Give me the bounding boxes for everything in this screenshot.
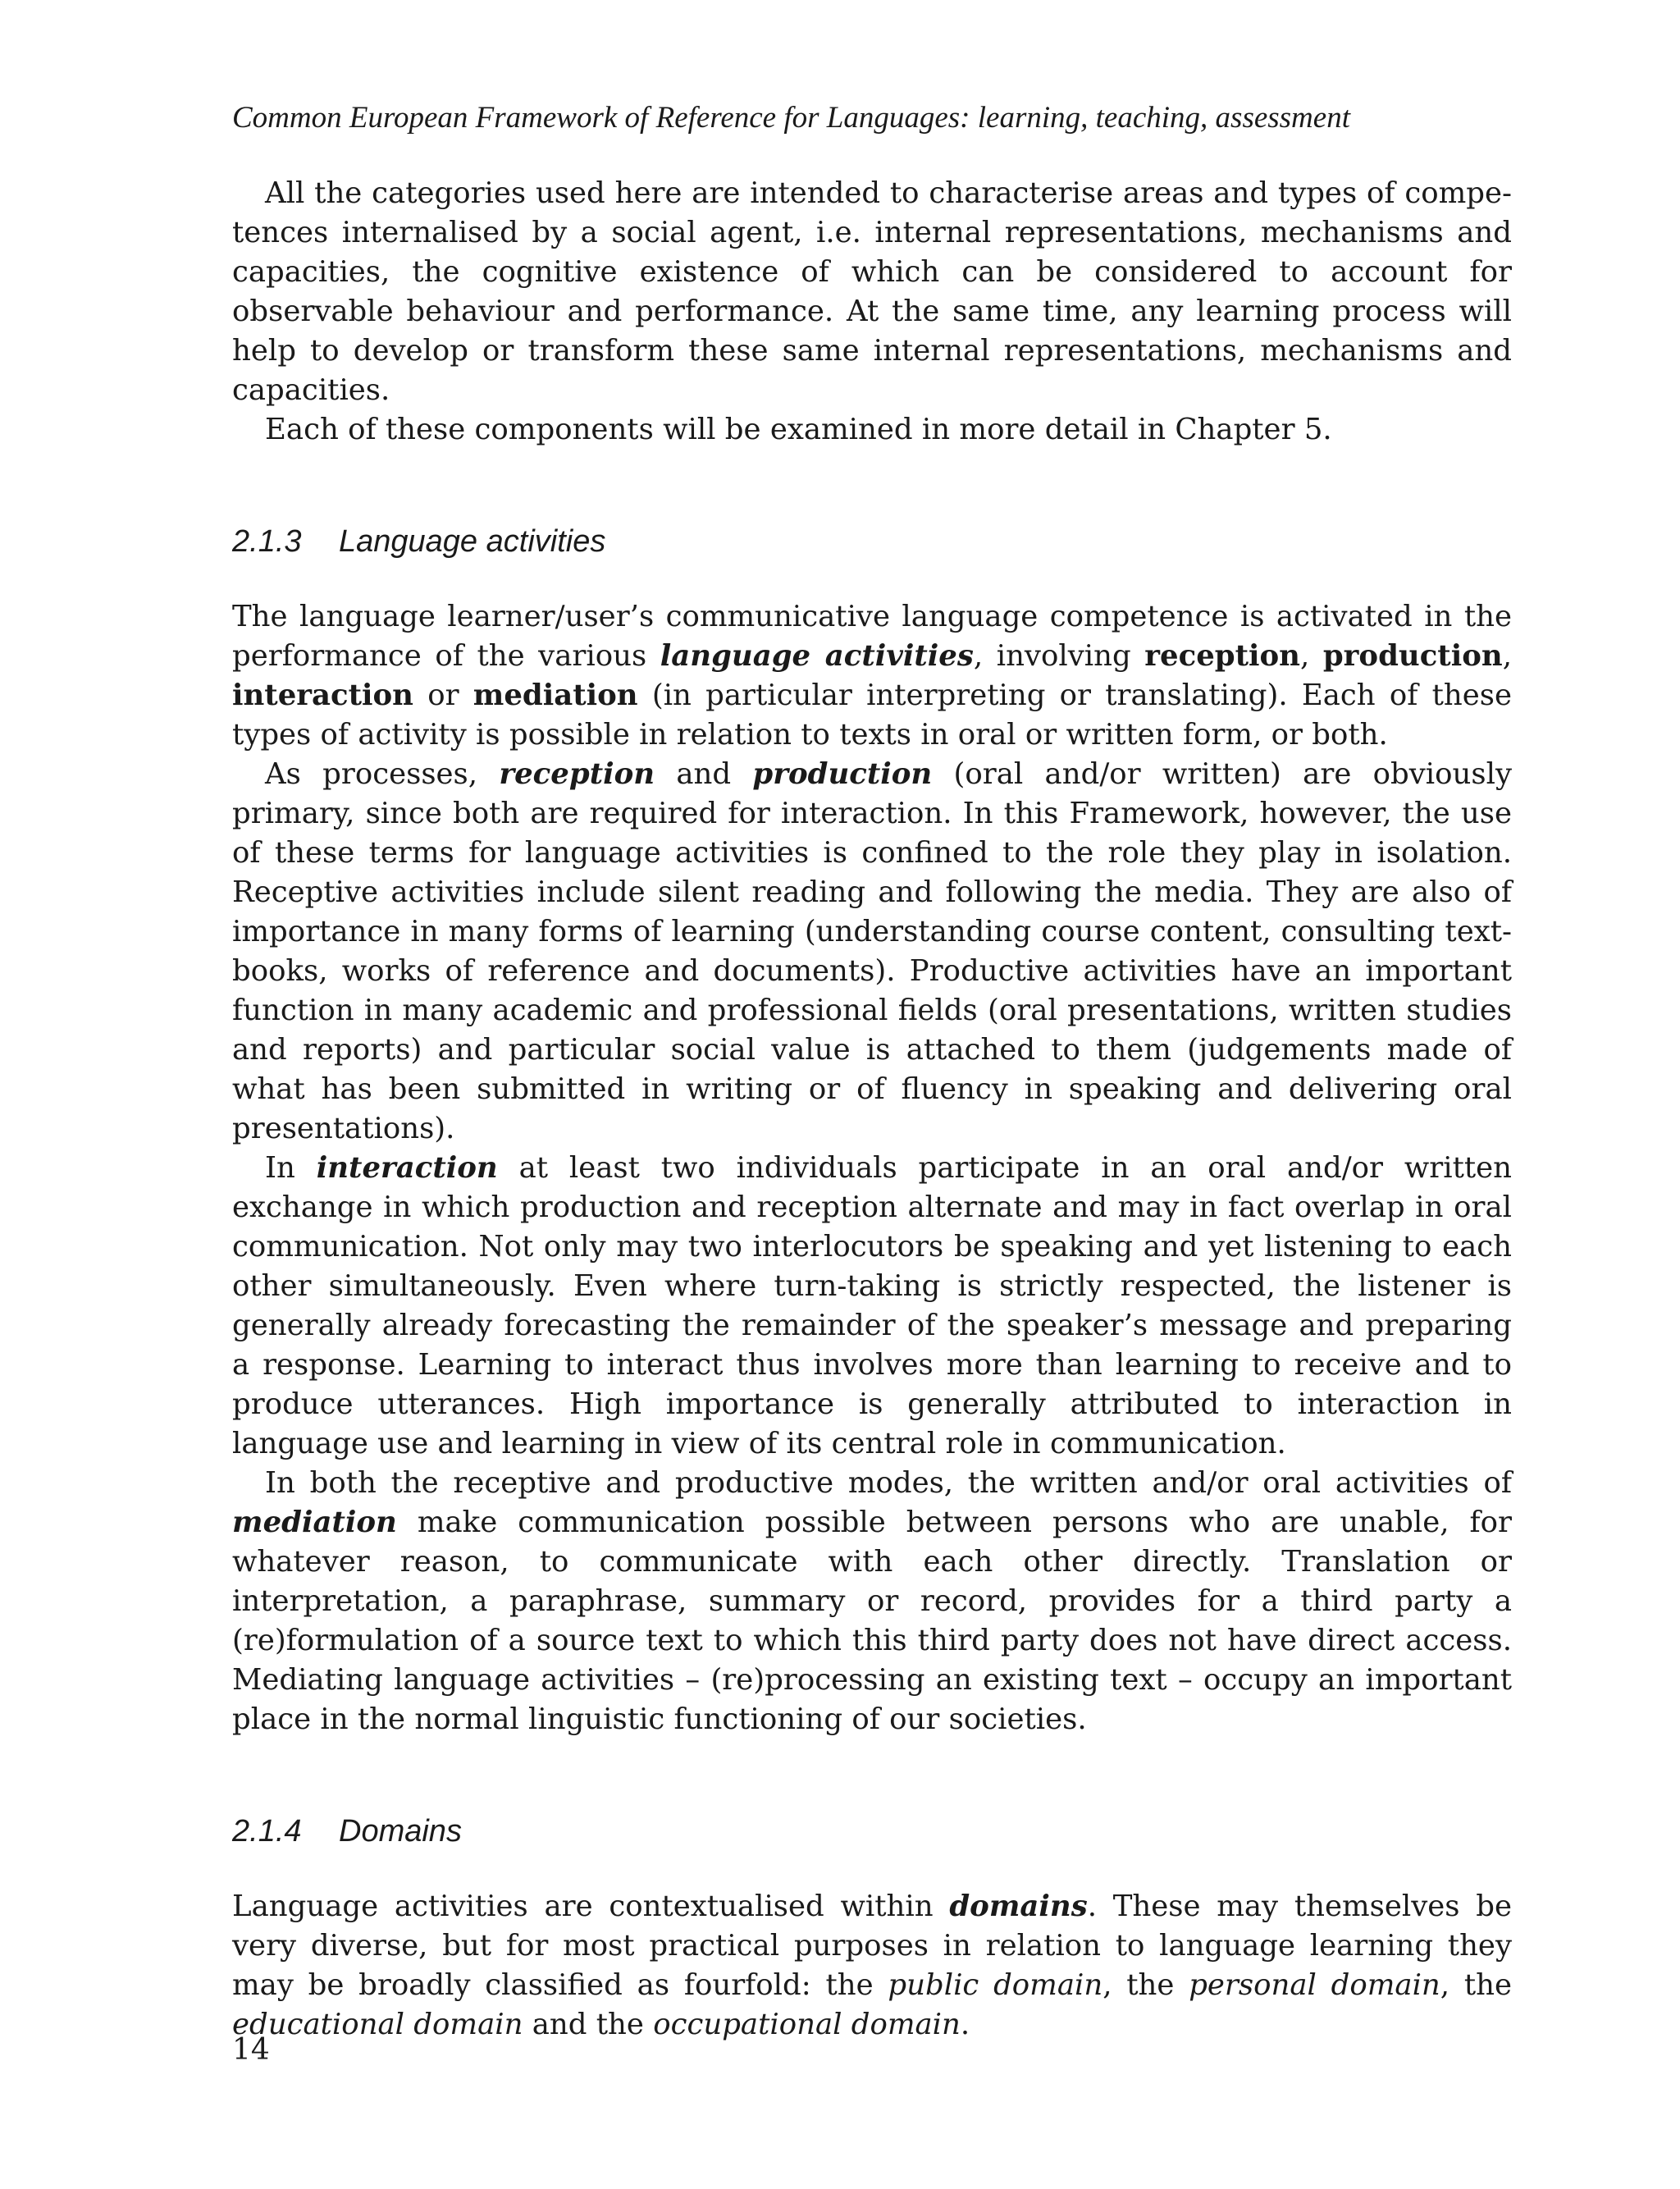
running-head: Common European Framework of Reference for Languages: learning, teaching, assessment (232, 101, 1350, 135)
term-mediation-emphasis: mediation (232, 1506, 397, 1539)
term-production: production (1322, 639, 1503, 673)
term-mediation: mediation (472, 679, 638, 712)
section-number: 2.1.3 (232, 524, 302, 559)
term-language-activities: language activities (660, 639, 974, 673)
section-heading-2-1-3 (232, 522, 1512, 561)
language-activities-paragraph-1: The language learner/user’s communicative language competence is activated in the performance of the various language activities, involving reception, production, interaction or mediation (in particular interpreting or translating). Each of these types of activity is possible in relation to texts in oral or written form, or both. (232, 600, 1512, 752)
domains-paragraph-1: Language activities are contextualised within domains. These may themselves be very diverse, but for most practical purposes in relation to language learning they may be broadly classified as fourfold: the public domain, the personal domain, the educational domain and the occupational domain. (232, 1890, 1513, 2041)
term-personal-domain: personal domain (1189, 1968, 1440, 2002)
section-title: Language activities (339, 524, 606, 559)
section-number: 2.1.4 (232, 1814, 302, 1849)
term-interaction: interaction (232, 679, 413, 712)
term-reception-emphasis: reception (499, 757, 655, 791)
language-activities-paragraph-4: In both the receptive and productive modes, the written and/or oral activities of mediation make communication possible between persons who are unable, for whatever reason, to communicate with each other directly. Translation or interpretation, a paraphrase, summary or record, provides for a third party a (re)formulation of a source text to which this third party does not have direct access. Mediating language activities – (re)processing an existing text – occupy an important place in the normal linguistic functioning of our societies. (232, 1466, 1512, 1736)
section-heading-2-1-4 (232, 1812, 1512, 1851)
term-production-emphasis: production (752, 757, 933, 791)
term-interaction-emphasis: interaction (316, 1151, 498, 1185)
term-domains: domains (949, 1890, 1088, 1923)
page-content (232, 98, 1512, 2045)
term-occupational-domain: occupational domain (653, 2008, 961, 2041)
term-educational-domain: educational domain (232, 2008, 523, 2041)
term-public-domain: public domain (888, 1968, 1103, 2002)
language-activities-paragraph-3: In interaction at least two individuals participate in an oral and/or written exchange in which production and reception alternate and may in fact overlap in oral communication. Not only may two interlocutors be speaking and yet listening to each other simultaneously. Even where turn-taking is strictly respected, the listener is generally already forecasting the remainder of the speaker’s message and preparing a response. Learning to interact thus involves more than learning to receive and to produce utterances. High importance is generally attributed to interaction in language use and learning in view of its central role in communication. (232, 1151, 1512, 1460)
term-reception: reception (1144, 639, 1300, 673)
language-activities-paragraph-2: As processes, reception and production (oral and/or written) are obviously primary, since both are required for interaction. In this Framework, however, the use of these terms for language activities is confined to the role they play in isolation. Receptive activities include silent reading and following the media. They are also of importance in many forms of learning (understanding course content, consulting textbooks, works of reference and documents). Productive activities have an important function in many academic and professional fields (oral presentations, written studies and reports) and particular social value is attached to them (judgements made of what has been submitted in writing or of fluency in speaking and delivering oral presentations). (232, 757, 1512, 1145)
intro-paragraph-1: All the categories used here are intended to characterise areas and types of competences internalised by a social agent, i.e. internal representations, mechanisms and capacities, the cognitive existence of which can be considered to account for observable behaviour and performance. At the same time, any learning process will help to develop or transform these same internal representations, mechanisms and capacities. (232, 176, 1512, 407)
section-title: Domains (339, 1814, 462, 1849)
page-number: 14 (232, 2033, 270, 2067)
intro-paragraph-2: Each of these components will be examined in more detail in Chapter 5. (265, 413, 1332, 446)
